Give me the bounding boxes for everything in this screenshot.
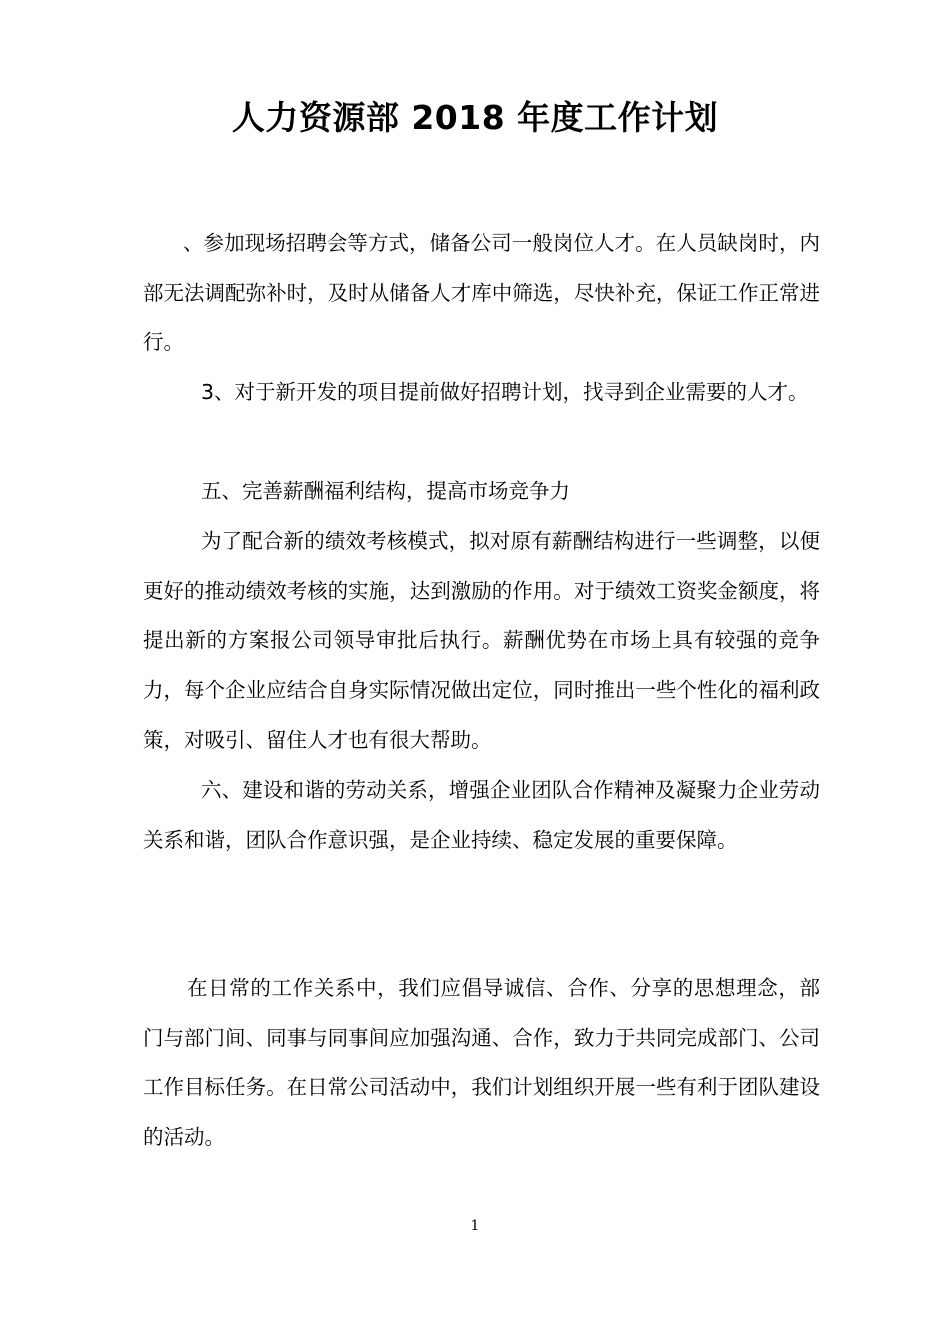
document-title: 人力资源部 2018 年度工作计划 [231,98,719,137]
paragraph-recruitment-reserve: 、参加现场招聘会等方式，储备公司一般岗位人才。在人员缺岗时，内部无法调配弥补时，及时从储备人才库中筛选，尽快补充，保证工作正常进行。 [143,231,820,355]
section-heading-compensation: 五、完善薪酬福利结构，提高市场竞争力 [201,479,570,503]
paragraph-teamwork-activities: 在日常的工作关系中，我们应倡导诚信、合作、分享的思想理念，部门与部门间、同事与同事间应加强沟通、合作，致力于共同完成部门、公司工作目标任务。在日常公司活动中，我们计划组织开展一些有利于团队建设的活动。 [143,976,820,1150]
section-heading-labor-relations: 六、建设和谐的劳动关系，增强企业团队合作精神及凝聚力企业劳动关系和谐，团队合作意识强，是企业持续、稳定发展的重要保障。 [143,778,820,852]
page-number: 1 [470,1218,480,1234]
paragraph-recruitment-plan: 3、对于新开发的项目提前做好招聘计划，找寻到企业需要的人才。 [201,380,809,404]
paragraph-compensation-adjustment: 为了配合新的绩效考核模式，拟对原有薪酬结构进行一些调整，以便更好的推动绩效考核的实施，达到激励的作用。对于绩效工资奖金额度，将提出新的方案报公司领导审批后执行。薪酬优势在市场上具有较强的竞争力，每个企业应结合自身实际情况做出定位，同时推出一些个性化的福利政策，对吸引、留住人才也有很大帮助。 [143,529,820,752]
